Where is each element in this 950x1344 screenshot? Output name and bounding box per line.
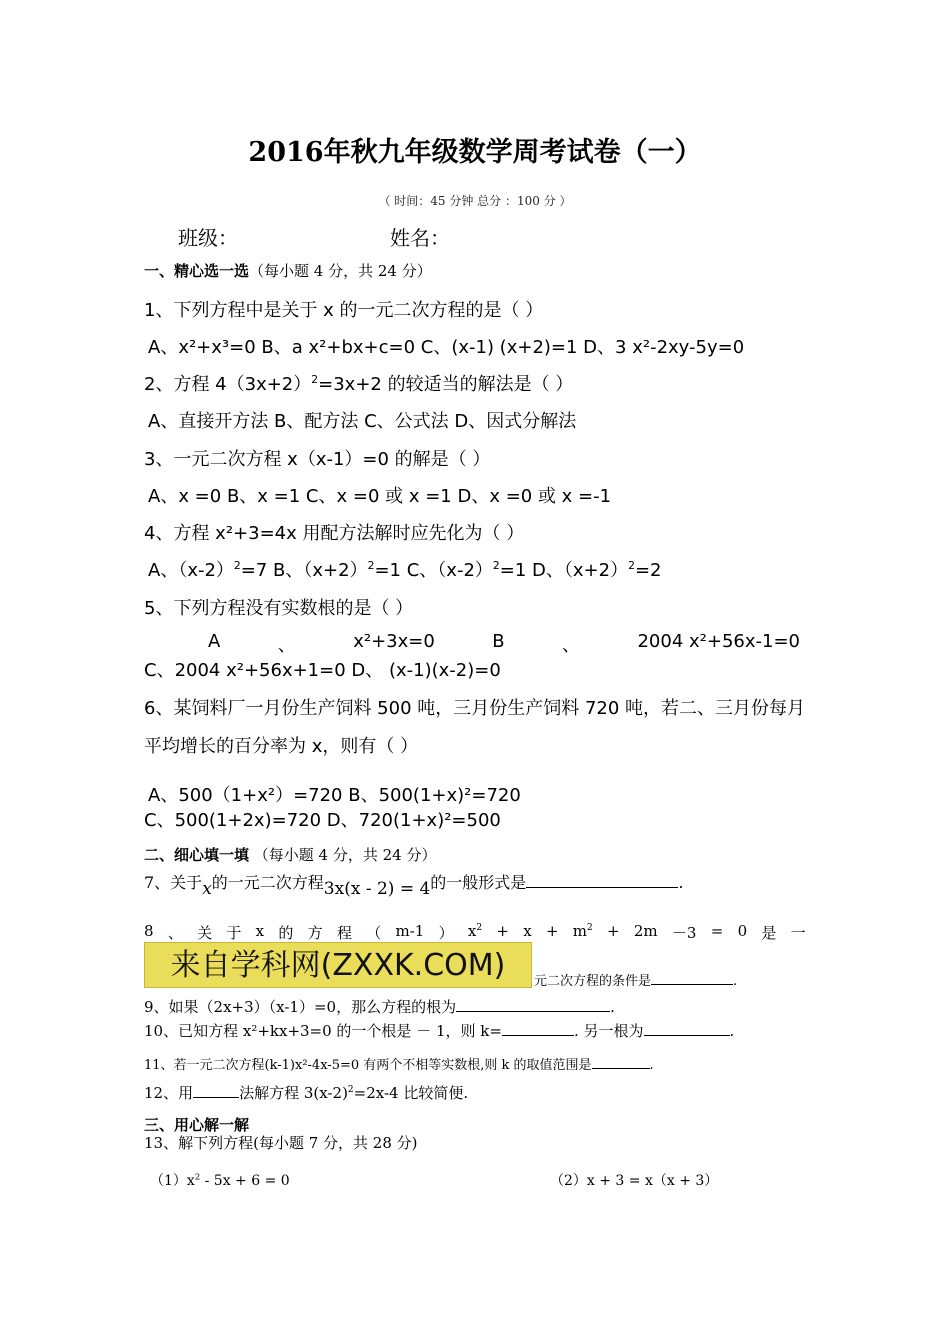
question-10: 10、已知方程 x²+kx+3=0 的一个根是 － 1，则 k= . 另一根为 . (144, 1022, 735, 1040)
question-6-options-line2: C、500(1+2x)=720 D、720(1+x)²=500 (144, 810, 501, 831)
question-6-options-line1: A、500（1+x²）=720 B、500(1+x)²=720 (148, 785, 521, 806)
question-7: 7、关于x的一元二次方程3x(x - 2) = 4的一般形式是 . (144, 873, 684, 899)
page-title: 2016年秋九年级数学周考试卷（一） (248, 137, 702, 168)
question-13-part-2: （2）x + 3 = x（x + 3） (550, 1173, 719, 1189)
question-2-options: A、直接开方法 B、配方法 C、公式法 D、因式分解法 (148, 411, 577, 432)
question-8-line2: 元二次方程的条件是 . (534, 970, 737, 989)
question-5: 5、下列方程没有实数根的是（ ） (144, 598, 414, 619)
question-2: 2、方程 $4(3x+2)^2=3x+2$ 的较适当的解法是（ ） (144, 373, 574, 395)
question-13-part-1: $(1)x^2 - 5x + 6 = 0$ (150, 1171, 290, 1189)
question-5-options-line1: A 、 x²+3x=0 B 、 2004 x²+56x-1=0 (208, 631, 800, 656)
question-9: 9、如果（2x+3）（x-1）=0，那么方程的根为 . (144, 998, 615, 1016)
question-11: 11、若一元二次方程(k-1)x²-4x-5=0 有两个不相等实数根,则 k 的取值范围是 . (144, 1054, 654, 1073)
question-12: 12、用 法解方程 $3(x-2)^2=2x-4$ 比较简便. (144, 1084, 469, 1102)
section-2-heading: 二、细心填一填 （每小题 4 分，共 24 分） (144, 846, 437, 864)
class-label: 班级： (178, 226, 238, 250)
exam-info: （ 时间：45 分钟 总分 ：100 分 ） (378, 194, 572, 208)
question-4-options: A、$(x-2)^2=7$ B、$(x+2)^2=1$ C、$(x-2)^2=1$ D、$(x+2)^2=2$ (148, 559, 662, 581)
question-8-line1: 8 、 关 于 x 的 方 程 （ m-1 ） $x^2$ + x + $m^2$ + 2m －3 = 0 是 一 (144, 922, 806, 942)
question-6-line1: 6、某饲料厂一月份生产饲料 500 吨，三月份生产饲料 720 吨，若二、三月份每月 (144, 698, 806, 719)
question-1: 1、下列方程中是关于 x 的一元二次方程的是（ ） (144, 300, 544, 321)
question-3: 3、一元二次方程 x（x-1）=0 的解是（ ） (144, 449, 491, 470)
name-label: 姓名： (390, 226, 450, 250)
watermark-logo: 来自学科网(ZXXK.COM) (144, 942, 532, 988)
section-3-heading: 三、用心解一解 (144, 1116, 250, 1134)
question-6-line2: 平均增长的百分率为 x，则有（ ） (144, 736, 419, 757)
question-5-options-line2: C、2004 x²+56x+1=0 D、 (x-1)(x-2)=0 (144, 660, 501, 681)
section-1-heading: 一、精心选一选（每小题 4 分，共 24 分） (144, 262, 432, 280)
question-4: 4、方程 x²+3=4x 用配方法解时应先化为（ ） (144, 523, 525, 544)
question-13: 13、解下列方程(每小题 7 分，共 28 分) (144, 1134, 418, 1152)
question-3-options: A、x =0 B、x =1 C、x =0 或 x =1 D、x =0 或 x =-1 (148, 486, 612, 507)
question-1-options: A、x²+x³=0 B、a x²+bx+c=0 C、(x-1) (x+2)=1 D、3 x²-2xy-5y=0 (148, 337, 745, 358)
